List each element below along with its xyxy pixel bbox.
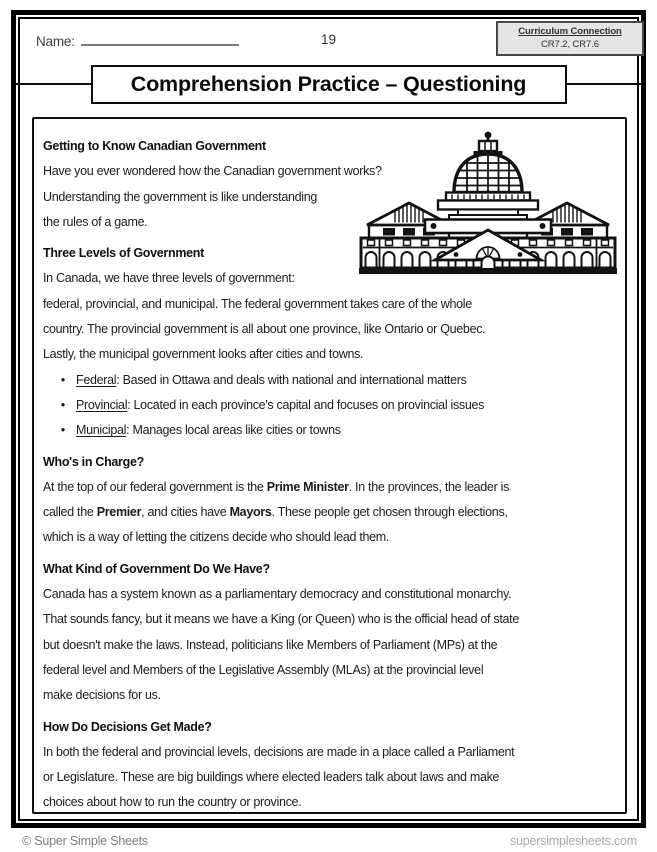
- page-footer: [22, 834, 637, 848]
- section-paragraph: Canada has a system known as a parliamentary democracy and constitutional monarchy. That sounds fancy, but it means we have a King (or Queen) who is the official head of state but doesn't make the laws. Instead, politicians like Members of Parliament (MPs) at the federal level and Members of the Legislative Assembly (MLAs) at the provincial level make decisions for us.: [43, 587, 519, 703]
- section-whos-in-charge: [43, 450, 617, 551]
- worksheet-title: Comprehension Practice – Questioning: [130, 72, 527, 96]
- name-label: Name:: [36, 34, 75, 49]
- section-heading: Who's in Charge?: [43, 454, 144, 469]
- bullet-item-provincial: • Provincial: Located in each province's capital and focuses on provincial issues: [65, 393, 617, 418]
- footer-website: supersimplesheets.com: [509, 834, 637, 848]
- parliament-building-illustration: [359, 130, 617, 274]
- section-paragraph: In both the federal and provincial levels, decisions are made in a place called a Parliament or Legislature. These are big buildings where elected leaders talk about laws and make choices about how to run the country or province.: [43, 744, 515, 810]
- curriculum-codes: CR7.2, CR7.6: [541, 39, 599, 50]
- section-how-decisions-get-made: [43, 715, 617, 816]
- levels-bullet-list: [43, 368, 617, 444]
- section-heading: How Do Decisions Get Made?: [43, 719, 212, 734]
- section-what-kind-of-government: [43, 557, 617, 709]
- section-paragraph: In Canada, we have three levels of government: federal, provincial, and municipal. The federal government takes care of the whole country. The provincial government is all about one province, like Ontario or Quebec. Lastly, the municipal government looks after cities and towns.: [43, 271, 486, 362]
- curriculum-title: Curriculum Connection: [518, 26, 622, 37]
- footer-copyright: © Super Simple Sheets: [22, 834, 148, 848]
- section-paragraph: Have you ever wondered how the Canadian government works? Understanding the government is like understanding the rules of a game.: [43, 164, 382, 229]
- worksheet-title-box: [91, 65, 567, 104]
- section-heading: What Kind of Government Do We Have?: [43, 561, 270, 576]
- section-heading: Getting to Know Canadian Government: [43, 139, 266, 153]
- section-paragraph: At the top of our federal government is the Prime Minister. In the provinces, the leader is called the Premier, and cities have Mayors. These people get chosen through elections, which is a way of letting the citizens decide who should lead them.: [43, 479, 510, 545]
- bullet-item-municipal: • Municipal: Manages local areas like cities or towns: [65, 418, 617, 443]
- section-heading: Three Levels of Government: [43, 246, 204, 261]
- reading-passage-box: [32, 117, 627, 814]
- page-number: 19: [320, 32, 337, 47]
- curriculum-connection-box: [496, 21, 644, 56]
- bullet-item-federal: • Federal: Based in Ottawa and deals with national and international matters: [65, 368, 617, 393]
